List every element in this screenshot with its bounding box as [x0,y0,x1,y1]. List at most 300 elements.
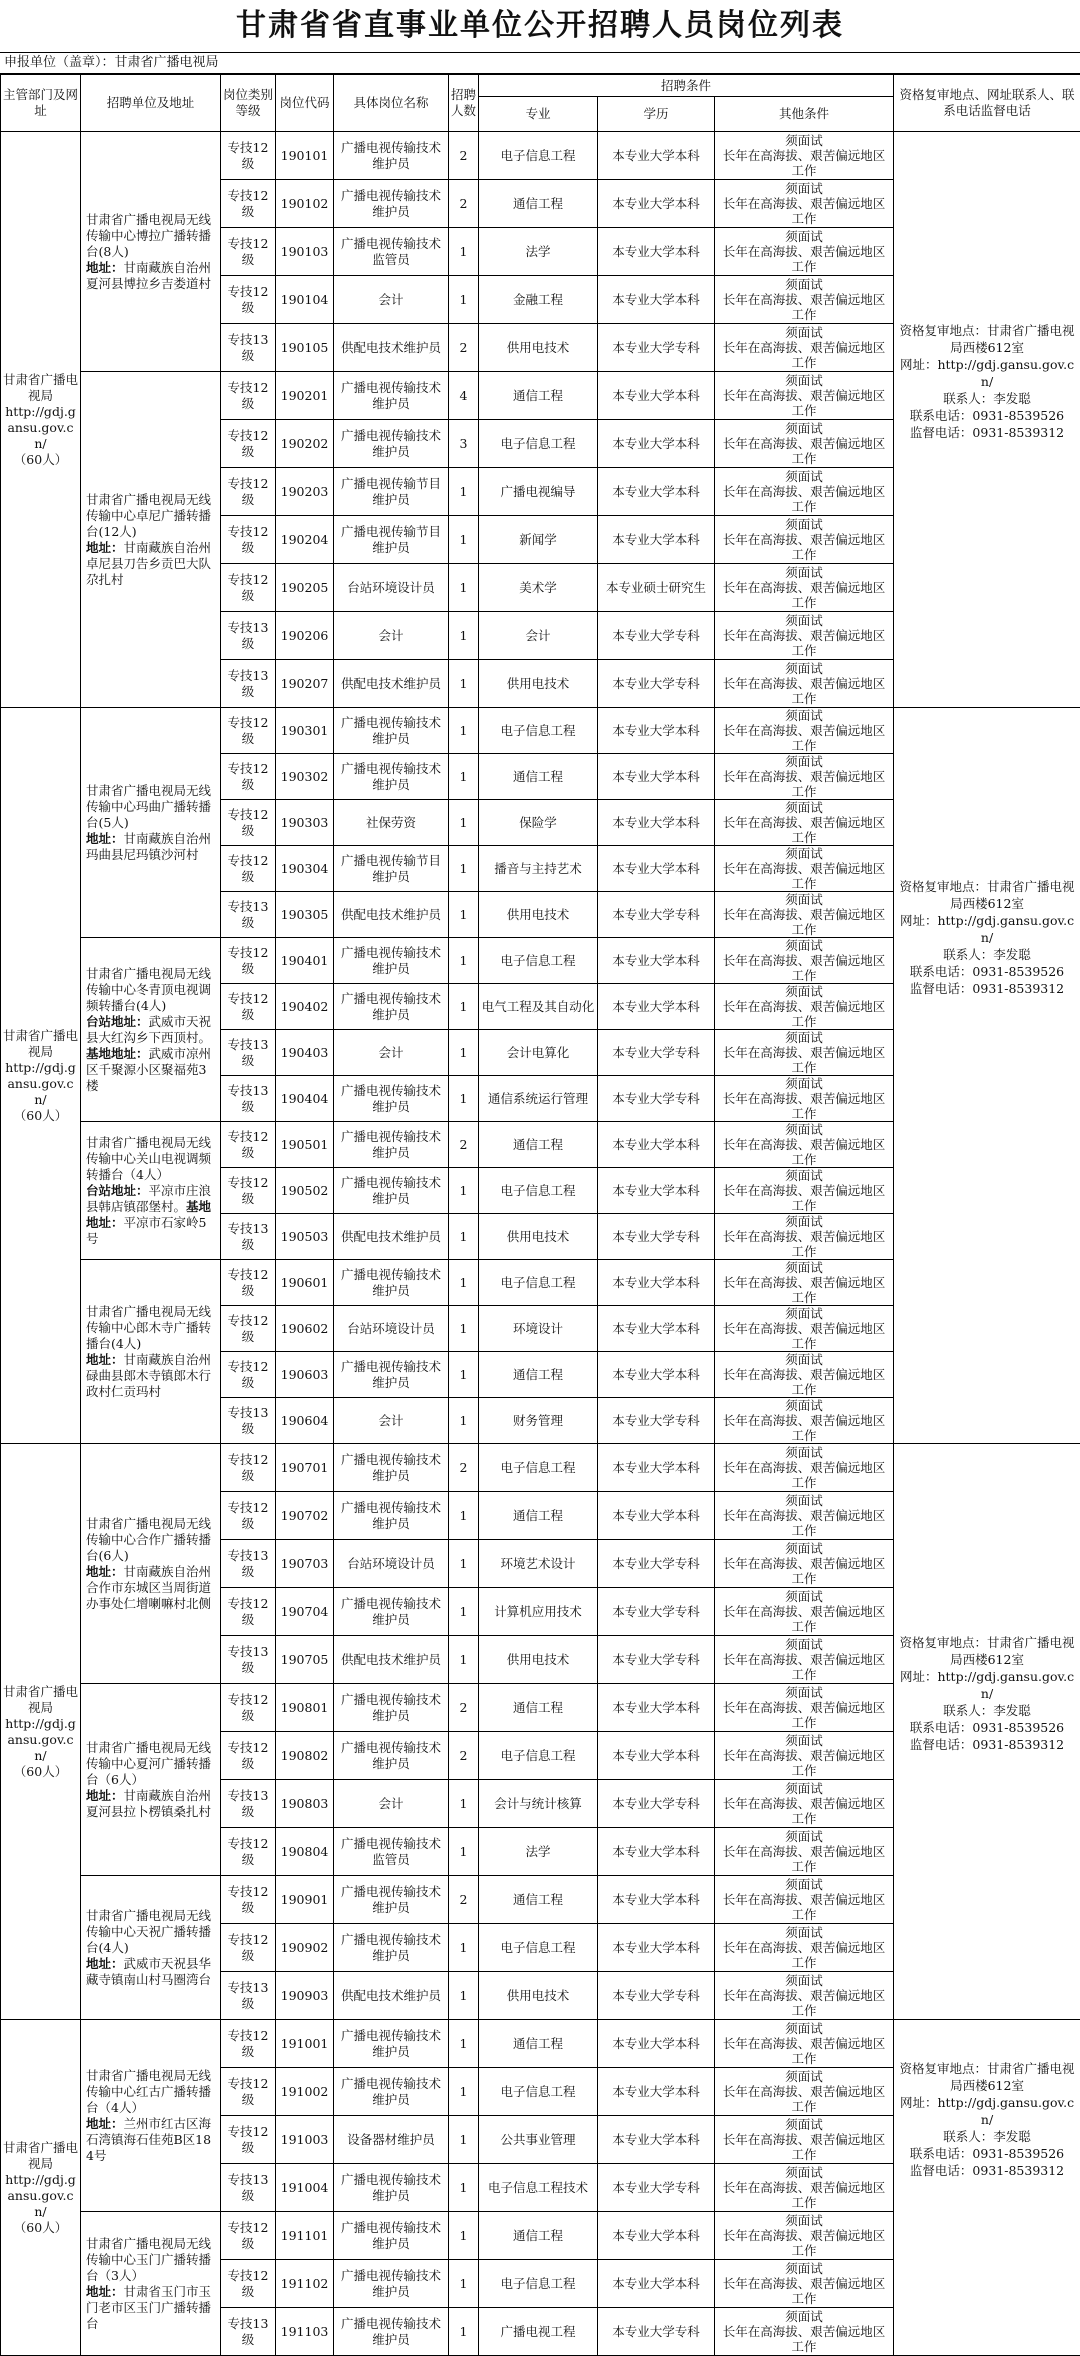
count-cell: 1 [449,1492,479,1540]
unit-base-address-label: 基地地址： [86,1199,211,1230]
major-cell: 通信工程 [479,1684,598,1732]
education-cell: 本专业大学本科 [598,420,715,468]
condition-interview: 须面试 [717,1541,891,1556]
education-cell: 本专业大学本科 [598,1492,715,1540]
code-cell: 190501 [276,1122,334,1168]
other-conditions-cell [715,1972,894,2020]
count-cell: 2 [449,1876,479,1924]
post-cell: 广播电视传输技术维护员 [334,1876,449,1924]
other-conditions-cell [715,276,894,324]
post-cell: 广播电视传输技术维护员 [334,1076,449,1122]
unit-base-address-text: 平凉市石家岭5号 [86,1215,206,1246]
count-cell: 1 [449,2212,479,2260]
education-cell: 本专业大学本科 [598,180,715,228]
condition-interview: 须面试 [717,1398,891,1413]
count-cell: 1 [449,1306,479,1352]
condition-interview: 须面试 [717,2261,891,2276]
contact-person: 联系人：李发聪 [896,390,1078,407]
major-cell: 供用电技术 [479,1214,598,1260]
post-cell: 供配电技术维护员 [334,660,449,708]
condition-interview: 须面试 [717,613,891,628]
count-cell: 1 [449,1828,479,1876]
post-cell: 广播电视传输技术监管员 [334,228,449,276]
count-cell: 1 [449,1780,479,1828]
post-cell: 广播电视传输技术维护员 [334,2164,449,2212]
condition-interview: 须面试 [717,661,891,676]
category-cell: 专技13级 [221,660,276,708]
category-cell: 专技12级 [221,468,276,516]
count-cell: 3 [449,420,479,468]
count-cell: 2 [449,1122,479,1168]
other-conditions-cell [715,660,894,708]
other-conditions-cell [715,984,894,1030]
code-cell: 190305 [276,892,334,938]
condition-interview: 须面试 [717,133,891,148]
unit-address [86,1014,216,1094]
education-cell: 本专业大学专科 [598,1076,715,1122]
condition-interview: 须面试 [717,1829,891,1844]
unit-address-text: 甘肃省玉门市玉门老市区玉门广播转播台 [86,2284,211,2331]
post-cell: 广播电视传输技术监管员 [334,1828,449,1876]
condition-remote-area: 长年在高海拔、艰苦偏远地区工作 [717,815,891,845]
condition-interview: 须面试 [717,1925,891,1940]
condition-interview: 须面试 [717,1685,891,1700]
condition-interview: 须面试 [717,565,891,580]
major-cell: 保险学 [479,800,598,846]
major-cell: 公共事业管理 [479,2116,598,2164]
category-cell: 专技12级 [221,2020,276,2068]
post-cell: 广播电视传输技术维护员 [334,1444,449,1492]
category-cell: 专技12级 [221,938,276,984]
education-cell: 本专业大学本科 [598,938,715,984]
other-conditions-cell [715,1168,894,1214]
condition-remote-area: 长年在高海拔、艰苦偏远地区工作 [717,1988,891,2018]
education-cell: 本专业大学本科 [598,2116,715,2164]
education-cell: 本专业大学专科 [598,660,715,708]
contact-person: 联系人：李发聪 [896,2128,1078,2145]
code-cell: 190301 [276,708,334,754]
other-conditions-cell [715,1352,894,1398]
unit-name: 甘肃省广播电视局无线传输中心红古广播转播台（4人） [86,2068,216,2116]
contact-phone: 联系电话：0931-8539526 [896,963,1078,980]
education-cell: 本专业大学本科 [598,516,715,564]
major-cell: 电子信息工程 [479,1732,598,1780]
major-cell: 广播电视工程 [479,2308,598,2356]
other-conditions-cell [715,2260,894,2308]
condition-interview: 须面试 [717,1122,891,1137]
condition-remote-area: 长年在高海拔、艰苦偏远地区工作 [717,769,891,799]
major-cell: 会计电算化 [479,1030,598,1076]
header-major: 专业 [479,97,598,132]
education-cell: 本专业大学本科 [598,2068,715,2116]
unit-cell [81,2020,221,2212]
contact-phone: 联系电话：0931-8539526 [896,2145,1078,2162]
post-cell: 会计 [334,1780,449,1828]
condition-remote-area: 长年在高海拔、艰苦偏远地区工作 [717,628,891,658]
education-cell: 本专业大学本科 [598,2020,715,2068]
major-cell: 供用电技术 [479,660,598,708]
other-conditions-cell [715,1924,894,1972]
unit-address-text: 武威市天祝县华藏寺镇南山村马圈湾台 [86,1956,211,1987]
education-cell: 本专业大学本科 [598,1828,715,1876]
major-cell: 电子信息工程 [479,1924,598,1972]
unit-address-text: 武威市天祝县大红沟乡下西顶村。 [86,1014,211,1045]
education-cell: 本专业大学专科 [598,612,715,660]
condition-interview: 须面试 [717,2069,891,2084]
code-cell: 190104 [276,276,334,324]
post-cell: 广播电视传输技术维护员 [334,2260,449,2308]
post-cell: 广播电视传输技术维护员 [334,372,449,420]
count-cell: 1 [449,2308,479,2356]
code-cell: 190203 [276,468,334,516]
unit-address-text: 甘南藏族自治州碌曲县郎木寺镇郎木行政村仁贡玛村 [86,1352,211,1399]
condition-interview: 须面试 [717,181,891,196]
post-cell: 供配电技术维护员 [334,892,449,938]
condition-remote-area: 长年在高海拔、艰苦偏远地区工作 [717,1045,891,1075]
major-cell: 供用电技术 [479,324,598,372]
count-cell: 1 [449,1636,479,1684]
unit-address-label: 地址： [86,1956,124,1971]
count-cell: 1 [449,1076,479,1122]
dept-name: 甘肃省广播电视局 [3,2140,78,2172]
contact-phone: 联系电话：0931-8539526 [896,407,1078,424]
education-cell: 本专业大学本科 [598,1924,715,1972]
category-cell: 专技13级 [221,2308,276,2356]
other-conditions-cell [715,1306,894,1352]
code-cell: 191001 [276,2020,334,2068]
header-contact: 资格复审地点、网址联系人、联系电话监督电话 [894,75,1080,132]
major-cell: 电子信息工程 [479,1260,598,1306]
condition-remote-area: 长年在高海拔、艰苦偏远地区工作 [717,436,891,466]
code-cell: 190201 [276,372,334,420]
recruitment-table [0,74,1080,2356]
unit-address [86,1183,216,1247]
code-cell: 190403 [276,1030,334,1076]
contact-supervise: 监督电话：0931-8539312 [896,980,1078,997]
condition-remote-area: 长年在高海拔、艰苦偏远地区工作 [717,2324,891,2354]
major-cell: 法学 [479,1828,598,1876]
category-cell: 专技13级 [221,1076,276,1122]
category-cell: 专技13级 [221,1030,276,1076]
category-cell: 专技12级 [221,516,276,564]
post-cell: 广播电视传输技术维护员 [334,132,449,180]
category-cell: 专技12级 [221,564,276,612]
count-cell: 1 [449,1030,479,1076]
code-cell: 191102 [276,2260,334,2308]
other-conditions-cell [715,800,894,846]
education-cell: 本专业大学本科 [598,846,715,892]
code-cell: 190702 [276,1492,334,1540]
category-cell: 专技12级 [221,1924,276,1972]
other-conditions-cell [715,1732,894,1780]
count-cell: 1 [449,846,479,892]
condition-interview: 须面试 [717,1973,891,1988]
condition-interview: 须面试 [717,373,891,388]
other-conditions-cell [715,2068,894,2116]
other-conditions-cell [715,612,894,660]
page-title: 甘肃省省直事业单位公开招聘人员岗位列表 [0,0,1080,53]
major-cell: 电子信息工程 [479,2260,598,2308]
condition-interview: 须面试 [717,2165,891,2180]
other-conditions-cell [715,892,894,938]
post-cell: 供配电技术维护员 [334,1636,449,1684]
education-cell: 本专业大学专科 [598,892,715,938]
category-cell: 专技13级 [221,1636,276,1684]
other-conditions-cell [715,1398,894,1444]
category-cell: 专技12级 [221,1876,276,1924]
dept-count: （60人） [3,1108,78,1124]
other-conditions-cell [715,2116,894,2164]
major-cell: 通信工程 [479,1876,598,1924]
post-cell: 广播电视传输技术维护员 [334,1168,449,1214]
education-cell: 本专业大学本科 [598,708,715,754]
major-cell: 电子信息工程 [479,420,598,468]
post-cell: 设备器材维护员 [334,2116,449,2164]
table-row [1,708,1080,754]
other-conditions-cell [715,132,894,180]
contact-place: 资格复审地点：甘肃省广播电视局西楼612室 [896,1634,1078,1668]
unit-cell [81,372,221,708]
unit-cell [81,1684,221,1876]
unit-name: 甘肃省广播电视局无线传输中心卓尼广播转播台(12人) [86,492,216,540]
condition-interview: 须面试 [717,984,891,999]
other-conditions-cell [715,2308,894,2356]
post-cell: 广播电视传输技术维护员 [334,754,449,800]
count-cell: 1 [449,1924,479,1972]
education-cell: 本专业大学本科 [598,228,715,276]
contact-place: 资格复审地点：甘肃省广播电视局西楼612室 [896,322,1078,356]
education-cell: 本专业大学本科 [598,468,715,516]
dept-count: （60人） [3,2220,78,2236]
header-count: 招聘人数 [449,75,479,132]
count-cell: 1 [449,2116,479,2164]
contact-url: 网址：http://gdj.gansu.gov.cn/ [896,912,1078,946]
condition-interview: 须面试 [717,846,891,861]
category-cell: 专技12级 [221,754,276,800]
other-conditions-cell [715,1492,894,1540]
count-cell: 1 [449,660,479,708]
post-cell: 会计 [334,1030,449,1076]
condition-interview: 须面试 [717,2021,891,2036]
post-cell: 广播电视传输技术维护员 [334,2212,449,2260]
unit-address [86,260,216,292]
code-cell: 190302 [276,754,334,800]
condition-remote-area: 长年在高海拔、艰苦偏远地区工作 [717,1748,891,1778]
condition-remote-area: 长年在高海拔、艰苦偏远地区工作 [717,1229,891,1259]
unit-address-text: 平凉市庄浪县韩店镇邵堡村。 [86,1183,211,1214]
education-cell: 本专业大学专科 [598,1780,715,1828]
other-conditions-cell [715,2020,894,2068]
post-cell: 供配电技术维护员 [334,324,449,372]
dept-url: http://gdj.gansu.gov.cn/ [3,1060,78,1108]
count-cell: 1 [449,892,479,938]
unit-name: 甘肃省广播电视局无线传输中心玛曲广播转播台(5人) [86,783,216,831]
category-cell: 专技12级 [221,132,276,180]
header-post: 具体岗位名称 [334,75,449,132]
unit-address [86,1788,216,1820]
dept-name: 甘肃省广播电视局 [3,1028,78,1060]
major-cell: 环境艺术设计 [479,1540,598,1588]
code-cell: 191002 [276,2068,334,2116]
major-cell: 电子信息工程技术 [479,2164,598,2212]
code-cell: 190101 [276,132,334,180]
condition-remote-area: 长年在高海拔、艰苦偏远地区工作 [717,999,891,1029]
contact-place: 资格复审地点：甘肃省广播电视局西楼612室 [896,878,1078,912]
condition-remote-area: 长年在高海拔、艰苦偏远地区工作 [717,2228,891,2258]
education-cell: 本专业大学专科 [598,2164,715,2212]
condition-interview: 须面试 [717,1493,891,1508]
condition-remote-area: 长年在高海拔、艰苦偏远地区工作 [717,676,891,706]
code-cell: 190802 [276,1732,334,1780]
condition-interview: 须面试 [717,1214,891,1229]
condition-interview: 须面试 [717,421,891,436]
post-cell: 台站环境设计员 [334,1306,449,1352]
unit-address-text: 甘南藏族自治州卓尼县刀告乡贡巴大队尕扎村 [86,540,211,587]
contact-supervise: 监督电话：0931-8539312 [896,424,1078,441]
code-cell: 190202 [276,420,334,468]
post-cell: 供配电技术维护员 [334,1214,449,1260]
major-cell: 通信工程 [479,180,598,228]
category-cell: 专技12级 [221,1444,276,1492]
post-cell: 会计 [334,612,449,660]
major-cell: 电子信息工程 [479,1168,598,1214]
condition-remote-area: 长年在高海拔、艰苦偏远地区工作 [717,244,891,274]
post-cell: 供配电技术维护员 [334,1972,449,2020]
code-cell: 190903 [276,1972,334,2020]
post-cell: 广播电视传输技术维护员 [334,420,449,468]
code-cell: 190705 [276,1636,334,1684]
education-cell: 本专业大学专科 [598,1636,715,1684]
unit-name: 甘肃省广播电视局无线传输中心合作广播转播台(6人) [86,1516,216,1564]
other-conditions-cell [715,468,894,516]
code-cell: 190105 [276,324,334,372]
major-cell: 通信工程 [479,2212,598,2260]
code-cell: 190402 [276,984,334,1030]
education-cell: 本专业大学本科 [598,2260,715,2308]
post-cell: 广播电视传输技术维护员 [334,2020,449,2068]
dept-cell [1,1444,81,2020]
other-conditions-cell [715,1876,894,1924]
education-cell: 本专业大学本科 [598,1876,715,1924]
count-cell: 1 [449,1168,479,1214]
code-cell: 190703 [276,1540,334,1588]
post-cell: 广播电视传输节目维护员 [334,468,449,516]
code-cell: 190804 [276,1828,334,1876]
unit-cell [81,1444,221,1684]
education-cell: 本专业硕士研究生 [598,564,715,612]
post-cell: 广播电视传输节目维护员 [334,846,449,892]
code-cell: 190102 [276,180,334,228]
unit-address [86,540,216,588]
header-code: 岗位代码 [276,75,334,132]
education-cell: 本专业大学本科 [598,1352,715,1398]
condition-remote-area: 长年在高海拔、艰苦偏远地区工作 [717,340,891,370]
category-cell: 专技12级 [221,1260,276,1306]
category-cell: 专技13级 [221,2164,276,2212]
other-conditions-cell [715,2212,894,2260]
condition-remote-area: 长年在高海拔、艰苦偏远地区工作 [717,1275,891,1305]
dept-cell [1,132,81,708]
table-row [1,132,1080,180]
count-cell: 4 [449,372,479,420]
other-conditions-cell [715,1214,894,1260]
unit-address [86,831,216,863]
condition-remote-area: 长年在高海拔、艰苦偏远地区工作 [717,2084,891,2114]
unit-address-label: 地址： [86,831,124,846]
condition-remote-area: 长年在高海拔、艰苦偏远地区工作 [717,1137,891,1167]
count-cell: 1 [449,1398,479,1444]
major-cell: 会计 [479,612,598,660]
count-cell: 1 [449,564,479,612]
dept-url: http://gdj.gansu.gov.cn/ [3,404,78,452]
unit-address [86,2116,216,2164]
dept-name: 甘肃省广播电视局 [3,372,78,404]
count-cell: 1 [449,516,479,564]
count-cell: 2 [449,1732,479,1780]
unit-address-text: 兰州市红古区海石湾镇海石佳苑B区184号 [86,2116,211,2163]
major-cell: 美术学 [479,564,598,612]
contact-cell [894,132,1080,708]
code-cell: 190902 [276,1924,334,1972]
condition-remote-area: 长年在高海拔、艰苦偏远地区工作 [717,953,891,983]
other-conditions-cell [715,420,894,468]
post-cell: 广播电视传输技术维护员 [334,1684,449,1732]
other-conditions-cell [715,516,894,564]
contact-cell [894,708,1080,1444]
count-cell: 1 [449,2164,479,2212]
code-cell: 190601 [276,1260,334,1306]
contact-cell [894,2020,1080,2356]
condition-remote-area: 长年在高海拔、艰苦偏远地区工作 [717,2180,891,2210]
condition-remote-area: 长年在高海拔、艰苦偏远地区工作 [717,861,891,891]
table-row [1,2020,1080,2068]
other-conditions-cell [715,708,894,754]
condition-interview: 须面试 [717,229,891,244]
unit-address-label: 地址： [86,1788,124,1803]
other-conditions-cell [715,228,894,276]
condition-remote-area: 长年在高海拔、艰苦偏远地区工作 [717,484,891,514]
condition-interview: 须面试 [717,2309,891,2324]
condition-remote-area: 长年在高海拔、艰苦偏远地区工作 [717,1413,891,1443]
major-cell: 电气工程及其自动化 [479,984,598,1030]
condition-remote-area: 长年在高海拔、艰苦偏远地区工作 [717,1892,891,1922]
major-cell: 通信工程 [479,1122,598,1168]
category-cell: 专技12级 [221,708,276,754]
code-cell: 191103 [276,2308,334,2356]
category-cell: 专技13级 [221,1214,276,1260]
condition-interview: 须面试 [717,1030,891,1045]
condition-remote-area: 长年在高海拔、艰苦偏远地区工作 [717,2036,891,2066]
condition-remote-area: 长年在高海拔、艰苦偏远地区工作 [717,1796,891,1826]
post-cell: 广播电视传输技术维护员 [334,1588,449,1636]
unit-name: 甘肃省广播电视局无线传输中心博拉广播转播台(8人) [86,212,216,260]
count-cell: 1 [449,228,479,276]
major-cell: 法学 [479,228,598,276]
category-cell: 专技12级 [221,372,276,420]
condition-interview: 须面试 [717,754,891,769]
other-conditions-cell [715,324,894,372]
category-cell: 专技12级 [221,2116,276,2164]
code-cell: 190205 [276,564,334,612]
other-conditions-cell [715,1684,894,1732]
category-cell: 专技12级 [221,1732,276,1780]
post-cell: 广播电视传输技术维护员 [334,1492,449,1540]
code-cell: 190502 [276,1168,334,1214]
condition-interview: 须面试 [717,708,891,723]
education-cell: 本专业大学专科 [598,1214,715,1260]
condition-remote-area: 长年在高海拔、艰苦偏远地区工作 [717,1844,891,1874]
unit-address-label: 台站地址： [86,1014,149,1029]
